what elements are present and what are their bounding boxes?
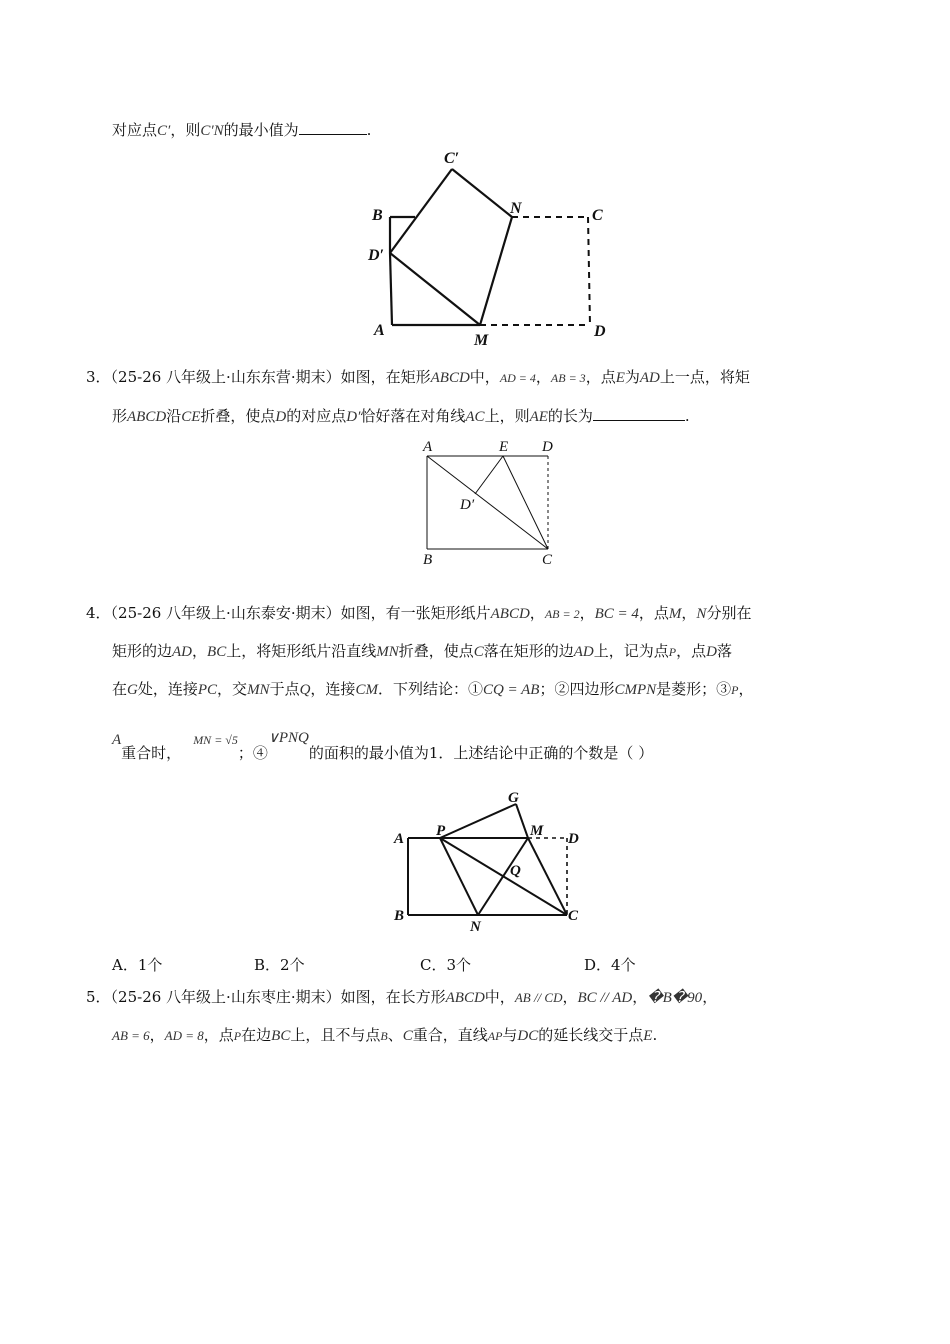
label-P: P [436, 823, 446, 839]
label-Q: Q [510, 863, 521, 879]
label-C: C [568, 908, 579, 924]
question-4-line-2: 矩形的边AD，BC上，将矩形纸片沿直线MN折叠，使点C落在矩形的边AD上，记为点P，点D落 [112, 642, 732, 660]
label-A: A [423, 439, 433, 455]
label-N: N [510, 200, 522, 217]
figure-folded-pentagon [360, 145, 620, 350]
question-3-line-2: 形ABCD沿CE折叠，使点D的对应点D′恰好落在对角线AC上，则AE的长为 . [112, 404, 690, 428]
label-B: B [394, 908, 405, 924]
label-B: B [423, 552, 433, 568]
label-N: N [470, 919, 481, 935]
answer-blank [593, 404, 685, 421]
question-3-line-1: 3．（25-26 八年级上·山东东营·期末）如图，在矩形ABCD中，AD = 4，AB = 3，点E为AD上一点，将矩 [86, 368, 750, 386]
option-d[interactable]: D．4个 [584, 956, 636, 974]
question-5-line-2: AB = 6，AD = 8，点P在边BC上，且不与点B、C重合，直线AP与DC的延长线交于点E. [112, 1026, 658, 1044]
label-D: D [568, 831, 579, 847]
option-a[interactable]: A．1个 [112, 956, 163, 974]
label-D-prime: D′ [460, 497, 475, 513]
label-B: B [372, 207, 383, 224]
question-4-line-4: A重合时，$^{MN = √5}$；④∨PNQ的面积的最小值为1．上述结论中正确的个数是（ ） [112, 730, 654, 762]
question-4-line-3: 在G处，连接PC，交MN于点Q，连接CM．下列结论：①CQ = AB；②四边形CMPN是菱形；③P， [112, 680, 754, 698]
label-C: C [592, 207, 603, 224]
label-A: A [374, 322, 385, 339]
question-4-line-1: 4．（25-26 八年级上·山东泰安·期末）如图，有一张矩形纸片ABCD，AB = 2，BC = 4，点M，N分别在 [86, 604, 752, 622]
option-c[interactable]: C．3个 [420, 956, 472, 974]
figure-rectangle-fold [415, 436, 565, 571]
text-line: 对应点C′，则C′N的最小值为 . [112, 118, 371, 142]
label-A: A [394, 831, 405, 847]
label-M: M [474, 332, 489, 349]
option-b[interactable]: B．2个 [254, 956, 305, 974]
figure-folded-rectangle-paper [390, 785, 590, 935]
label-C: C [542, 552, 553, 568]
question-5-line-1: 5．（25-26 八年级上·山东枣庄·期末）如图，在长方形ABCD中，AB // CD，BC // AD，�B�90， [86, 988, 718, 1006]
answer-blank [299, 118, 367, 135]
label-D-prime: D′ [368, 247, 385, 264]
label-D: D [542, 439, 553, 455]
label-M: M [530, 823, 544, 839]
label-C-prime: C′ [444, 150, 460, 167]
label-G: G [508, 790, 519, 806]
label-E: E [499, 439, 509, 455]
label-D: D [594, 323, 606, 340]
